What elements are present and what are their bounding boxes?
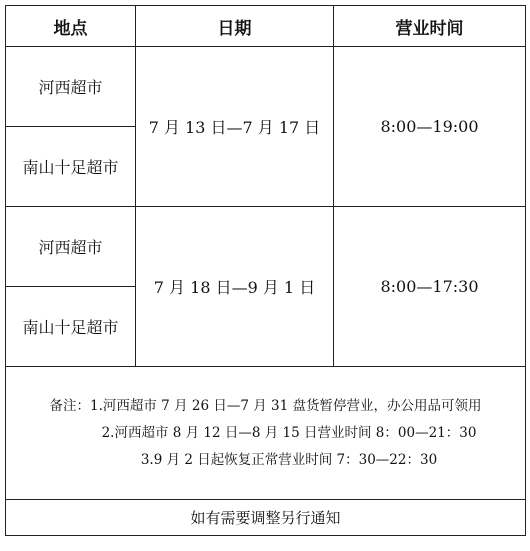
header-row: [6, 6, 526, 47]
table-row: [6, 47, 526, 127]
note-line: [6, 420, 525, 447]
location-cell: 南山十足超市: [6, 287, 136, 367]
notes-row: [6, 367, 526, 500]
note-item: 1.河西超市 7 月 26 日—7 月 31 盘货暂停营业，办公用品可领用: [90, 397, 482, 414]
location-cell: 河西超市: [6, 207, 136, 287]
hours-cell: 8:00—17:30: [334, 207, 526, 367]
note-item: 2.河西超市 8 月 12 日—8 月 15 日营业时间 8：00—21：30: [101, 424, 477, 441]
header-hours: 营业时间: [334, 6, 526, 47]
notes-cell: [6, 367, 526, 500]
table-row: [6, 207, 526, 287]
note-line: [6, 447, 525, 474]
schedule-document: [5, 5, 525, 545]
date-range-cell: 7 月 18 日—9 月 1 日: [136, 207, 334, 367]
business-hours-table: [5, 5, 526, 536]
header-date: 日期: [136, 6, 334, 47]
footer-note: 如有需要调整另行通知: [6, 500, 526, 536]
footer-row: [6, 500, 526, 536]
note-item: 3.9 月 2 日起恢复正常营业时间 7：30—22：30: [140, 451, 438, 468]
location-cell: 河西超市: [6, 47, 136, 127]
hours-cell: 8:00—19:00: [334, 47, 526, 207]
date-range-cell: 7 月 13 日—7 月 17 日: [136, 47, 334, 207]
header-location: 地点: [6, 6, 136, 47]
note-line: [6, 393, 525, 420]
notes-prefix: 备注：: [49, 397, 91, 414]
location-cell: 南山十足超市: [6, 127, 136, 207]
